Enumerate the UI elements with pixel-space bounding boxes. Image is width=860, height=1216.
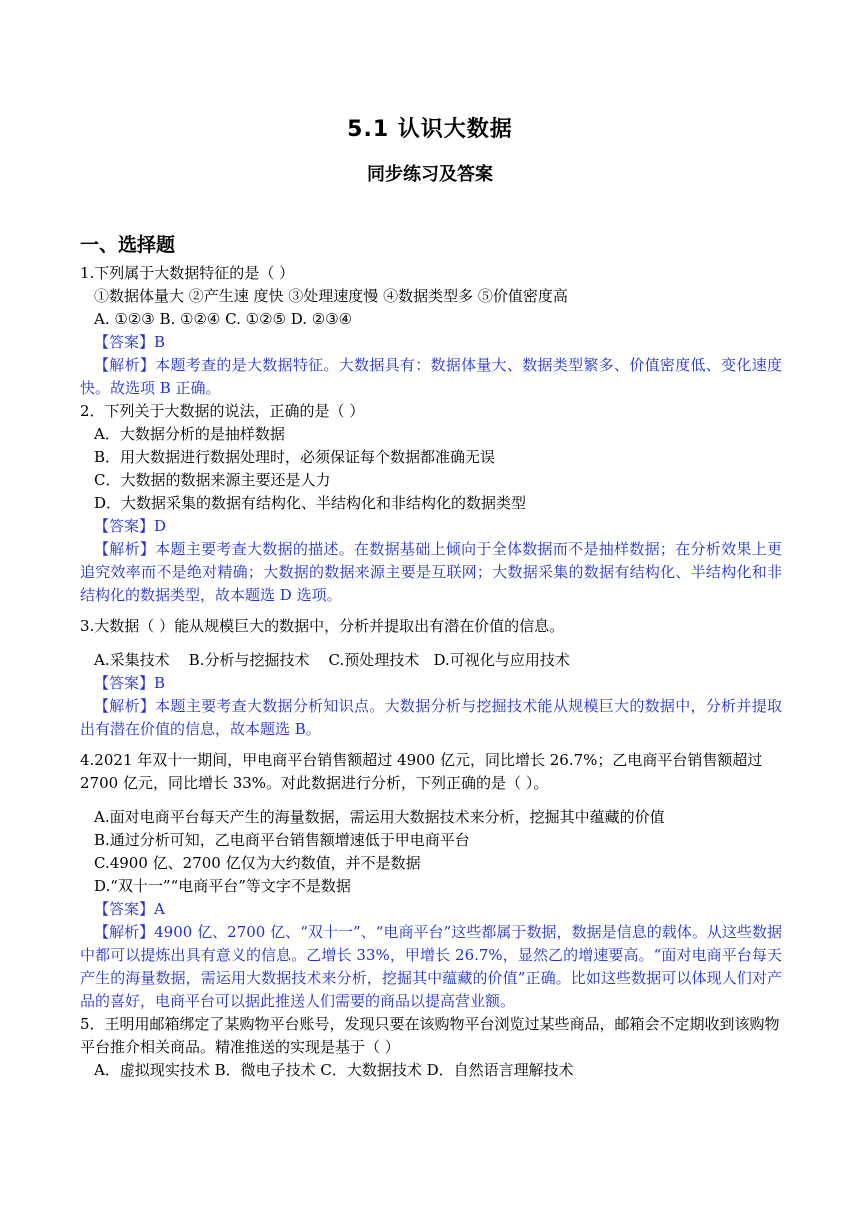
question-2-answer: 【答案】D xyxy=(94,517,167,535)
section-heading: 一、选择题 xyxy=(80,234,176,256)
question-3-explanation: 【解析】本题主要考查大数据分析知识点。大数据分析与挖掘技术能从规模巨大的数据中，分析并提取出有潜在价值的信息，故本题选 B。 xyxy=(80,697,782,738)
question-3-options: A.采集技术 B.分析与挖掘技术 C.预处理技术 D.可视化与应用技术 xyxy=(94,651,570,669)
question-1-options: A. ①②③ B. ①②④ C. ①②⑤ D. ②③④ xyxy=(94,310,353,328)
question-5-stem: 5．王明用邮箱绑定了某购物平台账号，发现只要在该购物平台浏览过某些商品，邮箱会不定期收到该购物平台推介相关商品。精准推送的实现是基于（ ） xyxy=(80,1015,780,1056)
question-1-items: ①数据体量大 ②产生速 度快 ③处理速度慢 ④数据类型多 ⑤价值密度高 xyxy=(94,287,568,305)
question-2-option: A．大数据分析的是抽样数据 xyxy=(94,425,285,443)
question-2-stem: 2．下列关于大数据的说法，正确的是（ ） xyxy=(80,402,365,420)
question-3-answer: 【答案】B xyxy=(94,674,166,692)
question-3-stem: 3.大数据（ ）能从规模巨大的数据中，分析并提取出有潜在价值的信息。 xyxy=(80,617,565,635)
question-5-options: A．虚拟现实技术 B．微电子技术 C．大数据技术 D．自然语言理解技术 xyxy=(94,1061,574,1079)
question-1-answer: 【答案】B xyxy=(94,333,166,351)
question-2-explanation: 【解析】本题主要考查大数据的描述。在数据基础上倾向于全体数据而不是抽样数据；在分析效果上更追究效率而不是绝对精确；大数据的数据来源主要是互联网；大数据采集的数据有结构化、半结构化和非结构化的数据类型，故本题选 D 选项。 xyxy=(80,540,782,604)
question-list xyxy=(80,262,782,1082)
question-1-stem: 1.下列属于大数据特征的是（ ） xyxy=(80,264,295,282)
question-4-stem: 4.2021 年双十一期间，甲电商平台销售额超过 4900 亿元，同比增长 26.7%；乙电商平台销售额超过 2700 亿元，同比增长 33%。对此数据进行分析，下列正确的是（ ）。 xyxy=(80,751,763,792)
question-4-option: C.4900 亿、2700 亿仅为大约数值，并不是数据 xyxy=(94,854,421,872)
question-1-explanation: 【解析】本题考查的是大数据特征。大数据具有：数据体量大、数据类型繁多、价值密度低、变化速度快。故选项 B 正确。 xyxy=(80,356,782,397)
question-4-answer: 【答案】A xyxy=(94,900,165,918)
question-4-option: A.面对电商平台每天产生的海量数据，需运用大数据技术来分析，挖掘其中蕴藏的价值 xyxy=(94,808,665,826)
question-4-explanation: 【解析】4900 亿、2700 亿、“双十一”、“电商平台”这些都属于数据，数据是信息的载体。从这些数据中都可以提炼出具有意义的信息。乙增长 33%，甲增长 26.7%，显然乙的增速要高。“面对电商平台每天产生的海量数据，需运用大数据技术来分析，挖掘其中蕴藏的价值”正确。比如这些数据可以体现人们对产品的喜好，电商平台可以据此推送人们需要的商品以提高营业额。 xyxy=(80,923,782,1010)
question-2-option: C．大数据的数据来源主要还是人力 xyxy=(94,471,331,489)
page-subtitle: 同步练习及答案 xyxy=(367,164,493,185)
question-4-option: B.通过分析可知，乙电商平台销售额增速低于甲电商平台 xyxy=(94,831,470,849)
question-2-option: D．大数据采集的数据有结构化、半结构化和非结构化的数据类型 xyxy=(94,494,527,512)
page-title: 5.1 认识大数据 xyxy=(347,117,513,142)
question-4-option: D.“双十一”“电商平台”等文字不是数据 xyxy=(94,877,351,895)
question-2-option: B．用大数据进行数据处理时，必须保证每个数据都准确无误 xyxy=(94,448,496,466)
